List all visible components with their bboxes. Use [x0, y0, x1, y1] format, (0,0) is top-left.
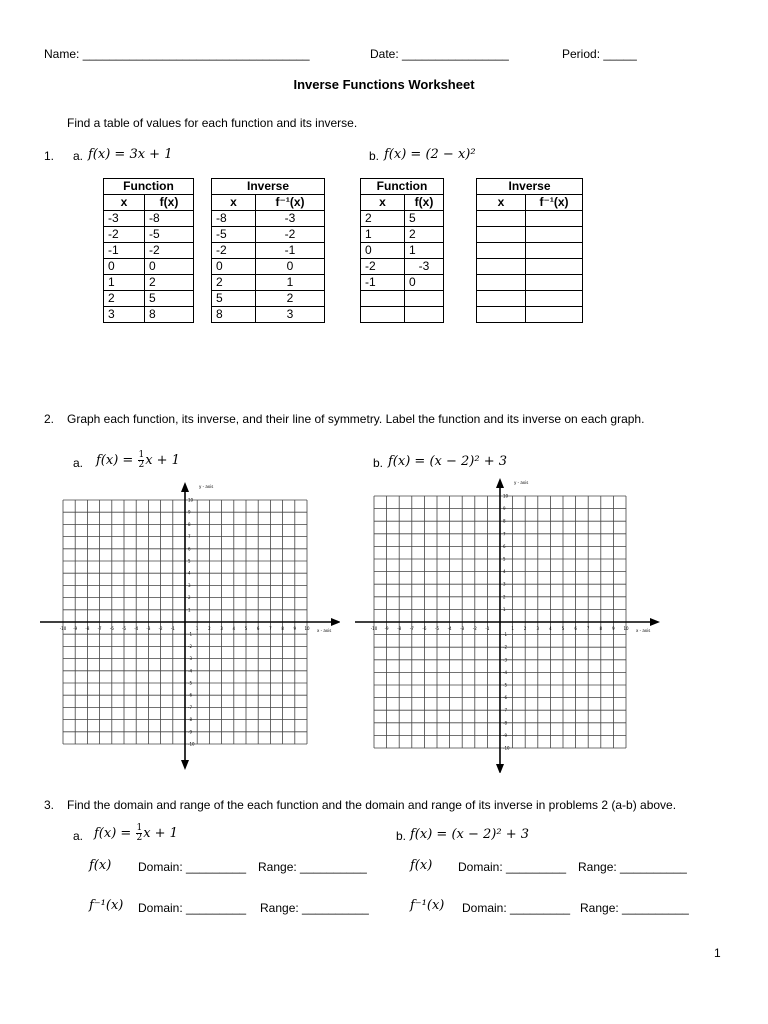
- x-tick-label: 9: [612, 626, 615, 631]
- y-axis-label: y - axis: [199, 484, 214, 489]
- x-tick-label: 8: [599, 626, 603, 631]
- domain-blank[interactable]: _________: [510, 901, 571, 915]
- x-axis-label: x - axis: [317, 628, 332, 633]
- table-cell: 2: [361, 211, 405, 227]
- q1a-function: f(x) = 3x + 1: [88, 147, 173, 162]
- table-cell: 2: [405, 227, 444, 243]
- table-cell: -1: [104, 243, 145, 259]
- table-cell[interactable]: [405, 291, 444, 307]
- y-tick-label: -7: [188, 704, 192, 710]
- table-row: [212, 211, 325, 227]
- column-header: x: [477, 195, 526, 211]
- table-row: [477, 259, 583, 275]
- column-header: f⁻¹(x): [256, 195, 325, 211]
- table-cell: -2: [104, 227, 145, 243]
- q3b-label: b.: [396, 829, 407, 843]
- x-tick-label: -3: [460, 626, 465, 631]
- y-tick-label: -8: [503, 720, 507, 726]
- column-header: f(x): [145, 195, 194, 211]
- table-title: Function: [104, 179, 194, 195]
- y-tick-label: -10: [503, 745, 510, 751]
- column-header: x: [104, 195, 145, 211]
- x-tick-label: -3: [146, 626, 151, 631]
- y-axis-label: y - axis: [514, 480, 529, 485]
- y-tick-label: -5: [188, 680, 192, 686]
- y-tick-label: -4: [188, 668, 192, 674]
- table-cell: 0: [361, 243, 405, 259]
- table-cell[interactable]: [477, 227, 526, 243]
- y-tick-label: 2: [188, 595, 191, 601]
- q3b-finv-range[interactable]: [580, 901, 689, 915]
- name-label: Name:: [44, 47, 80, 61]
- table-title: Inverse: [477, 179, 583, 195]
- table-cell[interactable]: [526, 227, 583, 243]
- name-field[interactable]: __________________________________: [82, 47, 310, 61]
- table-row: [212, 227, 325, 243]
- table-cell: -2: [212, 243, 256, 259]
- x-tick-label: 4: [232, 626, 236, 631]
- table-title: Inverse: [212, 179, 325, 195]
- table-row: [361, 291, 444, 307]
- q3b-fx-range[interactable]: [578, 860, 687, 874]
- y-tick-label: -1: [188, 631, 192, 637]
- y-tick-label: 10: [188, 497, 194, 503]
- y-tick-label: -1: [503, 632, 507, 638]
- table-row: [104, 243, 194, 259]
- y-tick-label: 6: [503, 543, 506, 549]
- y-tick-label: 1: [503, 606, 506, 612]
- table-cell: 2: [212, 275, 256, 291]
- arrow-up-icon: [496, 478, 504, 488]
- column-header: f(x): [405, 195, 444, 211]
- table-row: [361, 211, 444, 227]
- date-label: Date:: [370, 47, 399, 61]
- domain-blank[interactable]: _________: [506, 860, 567, 874]
- q3a-fx: f(x): [89, 858, 112, 873]
- q2a-label: a.: [73, 456, 84, 470]
- y-tick-label: 1: [188, 607, 191, 613]
- x-tick-label: -4: [134, 626, 139, 631]
- table-row: [477, 307, 583, 323]
- x-tick-label: -6: [422, 626, 427, 631]
- y-tick-label: -6: [188, 692, 192, 698]
- table-cell: -8: [212, 211, 256, 227]
- table-row: [361, 307, 444, 323]
- table-cell[interactable]: [477, 259, 526, 275]
- range-blank[interactable]: __________: [300, 860, 367, 874]
- arrow-right-icon: [331, 618, 340, 626]
- period-row: [562, 47, 637, 61]
- q3b-finv: f⁻¹(x): [410, 898, 445, 913]
- value-table-1: [103, 178, 194, 323]
- y-tick-label: 9: [188, 509, 191, 515]
- q1b-function: f(x) = (2 − x)²: [384, 147, 476, 162]
- table-cell: -3: [104, 211, 145, 227]
- x-tick-label: -6: [109, 626, 114, 631]
- x-tick-label: -1: [170, 626, 175, 631]
- value-table-4: [476, 178, 583, 323]
- x-tick-label: 5: [244, 626, 248, 631]
- date-field[interactable]: ________________: [402, 47, 509, 61]
- table-row: [361, 275, 444, 291]
- table-cell[interactable]: [477, 275, 526, 291]
- q3a-finv: f⁻¹(x): [89, 898, 124, 913]
- table-cell: -3: [405, 259, 444, 275]
- table-cell: 2: [104, 291, 145, 307]
- range-blank[interactable]: __________: [620, 860, 687, 874]
- y-tick-label: -9: [503, 732, 507, 738]
- table-cell: 2: [256, 291, 325, 307]
- y-tick-label: -3: [188, 656, 192, 662]
- q3a-function: [94, 824, 178, 843]
- table-cell: 0: [104, 259, 145, 275]
- x-tick-label: 4: [549, 626, 552, 631]
- y-tick-label: -2: [188, 643, 192, 649]
- x-tick-label: 3: [220, 626, 223, 631]
- table-cell[interactable]: [526, 291, 583, 307]
- table-row: [477, 275, 583, 291]
- x-tick-label: 6: [256, 626, 260, 631]
- table-row: [212, 275, 325, 291]
- table-row: [104, 307, 194, 323]
- table-row: [477, 211, 583, 227]
- y-tick-label: -9: [188, 729, 192, 735]
- graph-a[interactable]: [40, 478, 340, 773]
- y-tick-label: 6: [188, 546, 191, 552]
- x-tick-label: 7: [269, 626, 272, 631]
- x-tick-label: -9: [384, 626, 389, 631]
- q1a-label: a.: [73, 149, 84, 163]
- table-cell[interactable]: [526, 211, 583, 227]
- table-row: [477, 243, 583, 259]
- table-row: [104, 275, 194, 291]
- q3a-finv-range[interactable]: [260, 901, 369, 915]
- table-row: [212, 259, 325, 275]
- table-cell: 5: [405, 211, 444, 227]
- q2-instruction: Graph each function, its inverse, and their line of symmetry. Label the function and its inverse on each graph.: [67, 412, 645, 426]
- column-header: f⁻¹(x): [526, 195, 583, 211]
- q3a-finv-domain[interactable]: [138, 901, 246, 915]
- table-row: [104, 259, 194, 275]
- table-cell: 5: [145, 291, 194, 307]
- table-cell[interactable]: [477, 307, 526, 323]
- table-row: [104, 211, 194, 227]
- range-blank[interactable]: __________: [302, 901, 369, 915]
- table-cell: 8: [212, 307, 256, 323]
- table-row: [361, 227, 444, 243]
- table-cell: 1: [405, 243, 444, 259]
- domain-label: Domain:: [458, 860, 503, 874]
- x-tick-label: -9: [73, 626, 78, 631]
- x-tick-label: -2: [472, 626, 477, 631]
- y-tick-label: -7: [503, 707, 507, 713]
- x-tick-label: -8: [397, 626, 402, 631]
- table-cell: 3: [104, 307, 145, 323]
- table-cell: 0: [405, 275, 444, 291]
- arrow-down-icon: [181, 760, 189, 770]
- x-tick-label: -10: [59, 626, 67, 631]
- x-tick-label: 8: [281, 626, 284, 631]
- q3-number: 3.: [44, 798, 55, 812]
- table-cell[interactable]: [477, 211, 526, 227]
- table-row: [477, 291, 583, 307]
- table-cell[interactable]: [477, 243, 526, 259]
- table-row: [212, 243, 325, 259]
- table-cell: -5: [212, 227, 256, 243]
- date-row: [370, 47, 509, 61]
- table-cell: -2: [361, 259, 405, 275]
- table-row: [212, 307, 325, 323]
- y-tick-label: 2: [503, 594, 506, 600]
- domain-blank[interactable]: _________: [186, 901, 247, 915]
- x-tick-label: -7: [97, 626, 102, 631]
- x-tick-label: 6: [574, 626, 577, 631]
- page-title: Inverse Functions Worksheet: [293, 77, 475, 92]
- table-cell: 0: [145, 259, 194, 275]
- table-cell[interactable]: [361, 307, 405, 323]
- x-tick-label: 2: [523, 626, 527, 631]
- q3b-finv-domain[interactable]: [462, 901, 570, 915]
- table-cell: 3: [256, 307, 325, 323]
- range-label: Range:: [258, 860, 297, 874]
- period-field[interactable]: _____: [603, 47, 637, 61]
- q3-instruction: Find the domain and range of the each function and the domain and range of its inverse in problems 2 (a-b) above.: [67, 798, 677, 812]
- x-tick-label: 1: [195, 626, 199, 631]
- table-row: [361, 243, 444, 259]
- y-tick-label: -10: [188, 741, 195, 747]
- table-cell[interactable]: [526, 307, 583, 323]
- q2a-func-den: 2: [138, 460, 145, 470]
- x-tick-label: -5: [122, 626, 126, 631]
- y-tick-label: -6: [503, 695, 507, 701]
- table-cell: -2: [145, 243, 194, 259]
- page-number: 1: [714, 946, 721, 960]
- y-tick-label: 5: [188, 558, 191, 564]
- q3a-fx-range[interactable]: [258, 860, 367, 874]
- range-blank[interactable]: __________: [622, 901, 689, 915]
- q3a-func-den: 2: [136, 833, 143, 843]
- name-row: [44, 47, 310, 61]
- x-tick-label: 9: [293, 626, 297, 631]
- y-tick-label: -8: [188, 717, 192, 723]
- x-tick-label: 7: [586, 626, 590, 631]
- domain-label: Domain:: [462, 901, 507, 915]
- table-cell[interactable]: [526, 275, 583, 291]
- table-cell: -2: [256, 227, 325, 243]
- column-header: x: [212, 195, 256, 211]
- q3a-label: a.: [73, 829, 84, 843]
- graph-b[interactable]: [355, 478, 660, 773]
- y-tick-label: 4: [188, 570, 191, 576]
- table-cell: 8: [145, 307, 194, 323]
- table-cell: 1: [104, 275, 145, 291]
- x-tick-label: -2: [158, 626, 163, 631]
- table-cell: -1: [361, 275, 405, 291]
- column-header: x: [361, 195, 405, 211]
- table-cell: -8: [145, 211, 194, 227]
- y-tick-label: 8: [188, 521, 191, 527]
- y-tick-label: 7: [503, 531, 506, 537]
- x-tick-label: 5: [561, 626, 565, 631]
- q2a-func-suffix: x + 1: [145, 453, 180, 468]
- q3b-fx-domain[interactable]: [458, 860, 566, 874]
- y-tick-label: 4: [503, 569, 506, 575]
- table-title: Function: [361, 179, 444, 195]
- y-tick-label: -3: [503, 657, 507, 663]
- q3a-func-num: 1: [136, 823, 143, 833]
- table-cell: 1: [361, 227, 405, 243]
- x-tick-label: -10: [370, 626, 378, 631]
- table-cell: 5: [212, 291, 256, 307]
- domain-label: Domain:: [138, 860, 183, 874]
- q3a-fx-domain[interactable]: [138, 860, 246, 874]
- table-cell[interactable]: [526, 259, 583, 275]
- domain-blank[interactable]: _________: [186, 860, 247, 874]
- table-row: [212, 291, 325, 307]
- q3a-func-prefix: f(x) =: [94, 826, 136, 841]
- q2-number: 2.: [44, 412, 55, 426]
- table-cell: -1: [256, 243, 325, 259]
- q3b-fx: f(x): [410, 858, 433, 873]
- x-tick-label: 10: [623, 626, 629, 631]
- range-label: Range:: [580, 901, 619, 915]
- q2b-function: f(x) = (x − 2)² + 3: [388, 454, 507, 469]
- table-cell: -5: [145, 227, 194, 243]
- x-tick-label: -5: [435, 626, 439, 631]
- x-tick-label: 1: [511, 626, 514, 631]
- y-tick-label: 5: [503, 556, 506, 562]
- x-tick-label: -7: [409, 626, 414, 631]
- q2a-func-num: 1: [138, 450, 145, 460]
- table-cell: 0: [212, 259, 256, 275]
- range-label: Range:: [578, 860, 617, 874]
- table-cell[interactable]: [526, 243, 583, 259]
- q2a-function: [96, 451, 180, 470]
- table-row: [104, 291, 194, 307]
- table-cell: 0: [256, 259, 325, 275]
- range-label: Range:: [260, 901, 299, 915]
- y-tick-label: 10: [503, 493, 509, 499]
- table-cell: 1: [256, 275, 325, 291]
- table-cell[interactable]: [405, 307, 444, 323]
- x-axis-label: x - axis: [636, 628, 651, 633]
- value-table-2: [211, 178, 325, 323]
- x-tick-label: 2: [208, 626, 211, 631]
- arrow-right-icon: [650, 618, 660, 626]
- y-tick-label: 3: [188, 582, 191, 588]
- y-tick-label: -5: [503, 682, 507, 688]
- q2a-func-prefix: f(x) =: [96, 453, 138, 468]
- table-cell: 2: [145, 275, 194, 291]
- y-tick-label: 8: [503, 518, 506, 524]
- arrow-down-icon: [496, 764, 504, 773]
- q1-number: 1.: [44, 149, 55, 163]
- y-tick-label: -2: [503, 644, 507, 650]
- q1-instruction: Find a table of values for each function and its inverse.: [67, 116, 358, 130]
- table-row: [477, 227, 583, 243]
- x-tick-label: 10: [304, 626, 310, 631]
- period-label: Period:: [562, 47, 601, 61]
- y-tick-label: 7: [188, 534, 191, 540]
- x-tick-label: -1: [485, 626, 490, 631]
- q3b-function: f(x) = (x − 2)² + 3: [410, 827, 529, 842]
- arrow-up-icon: [181, 482, 189, 492]
- y-tick-label: 9: [503, 506, 506, 512]
- table-row: [361, 259, 444, 275]
- table-cell: -3: [256, 211, 325, 227]
- value-table-3: [360, 178, 444, 323]
- domain-label: Domain:: [138, 901, 183, 915]
- y-tick-label: 3: [503, 581, 506, 587]
- x-tick-label: -4: [447, 626, 452, 631]
- y-tick-label: -4: [503, 669, 507, 675]
- table-row: [104, 227, 194, 243]
- table-cell[interactable]: [361, 291, 405, 307]
- q3a-func-suffix: x + 1: [143, 826, 178, 841]
- q1b-label: b.: [369, 149, 380, 163]
- q2b-label: b.: [373, 456, 384, 470]
- x-tick-label: 3: [536, 626, 540, 631]
- table-cell[interactable]: [477, 291, 526, 307]
- x-tick-label: -8: [85, 626, 90, 631]
